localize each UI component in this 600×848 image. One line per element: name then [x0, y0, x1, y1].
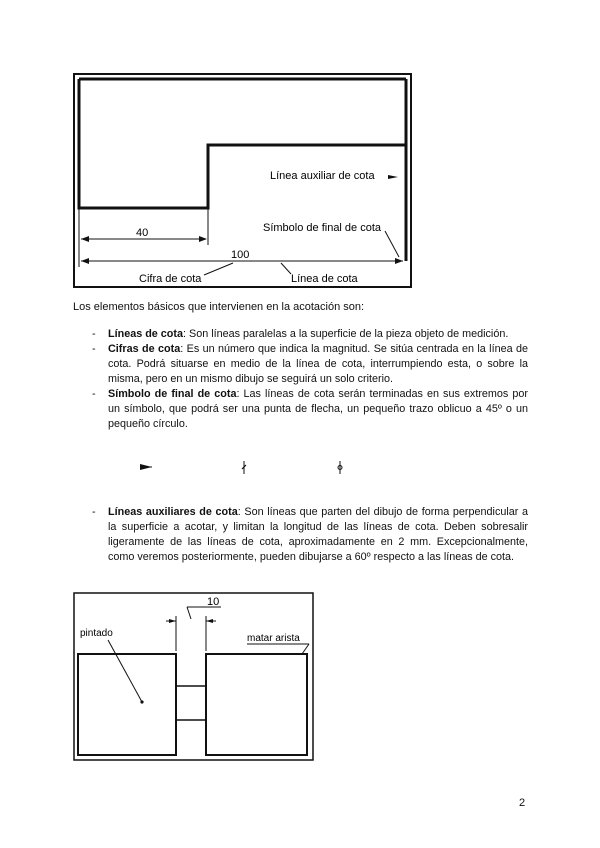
list-item: [92, 387, 528, 432]
item-term: Líneas de cota: [108, 328, 184, 340]
item-text: : Son líneas paralelas a la superficie de la pieza objeto de medición.: [183, 328, 509, 340]
intro-text: Los elementos básicos que intervienen en la acotación son:: [73, 301, 365, 313]
item-term: Símbolo de final de cota: [108, 388, 237, 400]
figure-auxiliary-lines-example: [73, 592, 315, 762]
figure-dimensioning-elements: [73, 73, 413, 291]
end-symbols-row: [135, 458, 355, 478]
dim-100-label: 100: [231, 249, 250, 261]
item-term: Cifras de cota: [108, 343, 181, 355]
auxiliary-line-label: Línea auxiliar de cota: [270, 170, 375, 182]
auxiliary-lines-list: [92, 505, 528, 565]
end-symbol-label: Símbolo de final de cota: [263, 222, 382, 234]
page-number: 2: [519, 797, 526, 809]
figure-label: Cifra de cota: [139, 273, 202, 285]
oblique-stroke-symbol-icon: [242, 461, 246, 474]
circle-symbol-icon: [338, 461, 342, 474]
break-edge-label: matar arista: [247, 633, 300, 644]
dimension-line-label: Línea de cota: [291, 273, 358, 285]
item-text: : Son líneas que parten del dibujo de forma perpendicular a la superficie a acotar, y limitan la longitud de las líneas de cota. Deben sobresalir ligeramente de las líneas de cota, aproximadamente en 2 mm. Excepcionalmente, como veremos posteriormente, pueden dibujarse a 60º respecto a las líneas de cota.: [108, 506, 528, 563]
arrow-icon: [388, 175, 398, 179]
elements-list: [92, 327, 528, 432]
list-item: [92, 505, 528, 565]
painted-label: pintado: [80, 628, 113, 639]
dim-40-label: 40: [136, 227, 149, 239]
dim-10-label: 10: [207, 596, 220, 608]
item-term: Líneas auxiliares de cota: [108, 506, 238, 518]
item-text: : Las líneas de cota serán terminadas en sus extremos por un símbolo, que podrá ser una punta de flecha, un pequeño trazo oblicuo a 45º o un pequeño círculo.: [108, 388, 528, 430]
item-text: : Es un número que indica la magnitud. Se sitúa centrada en la línea de cota. Podrá situarse en medio de la línea de cota, interrumpiendo esta, o sobre la misma, pero en un mismo dibujo se seguirá un solo criterio.: [108, 343, 529, 385]
list-item: [92, 327, 528, 342]
list-item: [92, 342, 528, 387]
